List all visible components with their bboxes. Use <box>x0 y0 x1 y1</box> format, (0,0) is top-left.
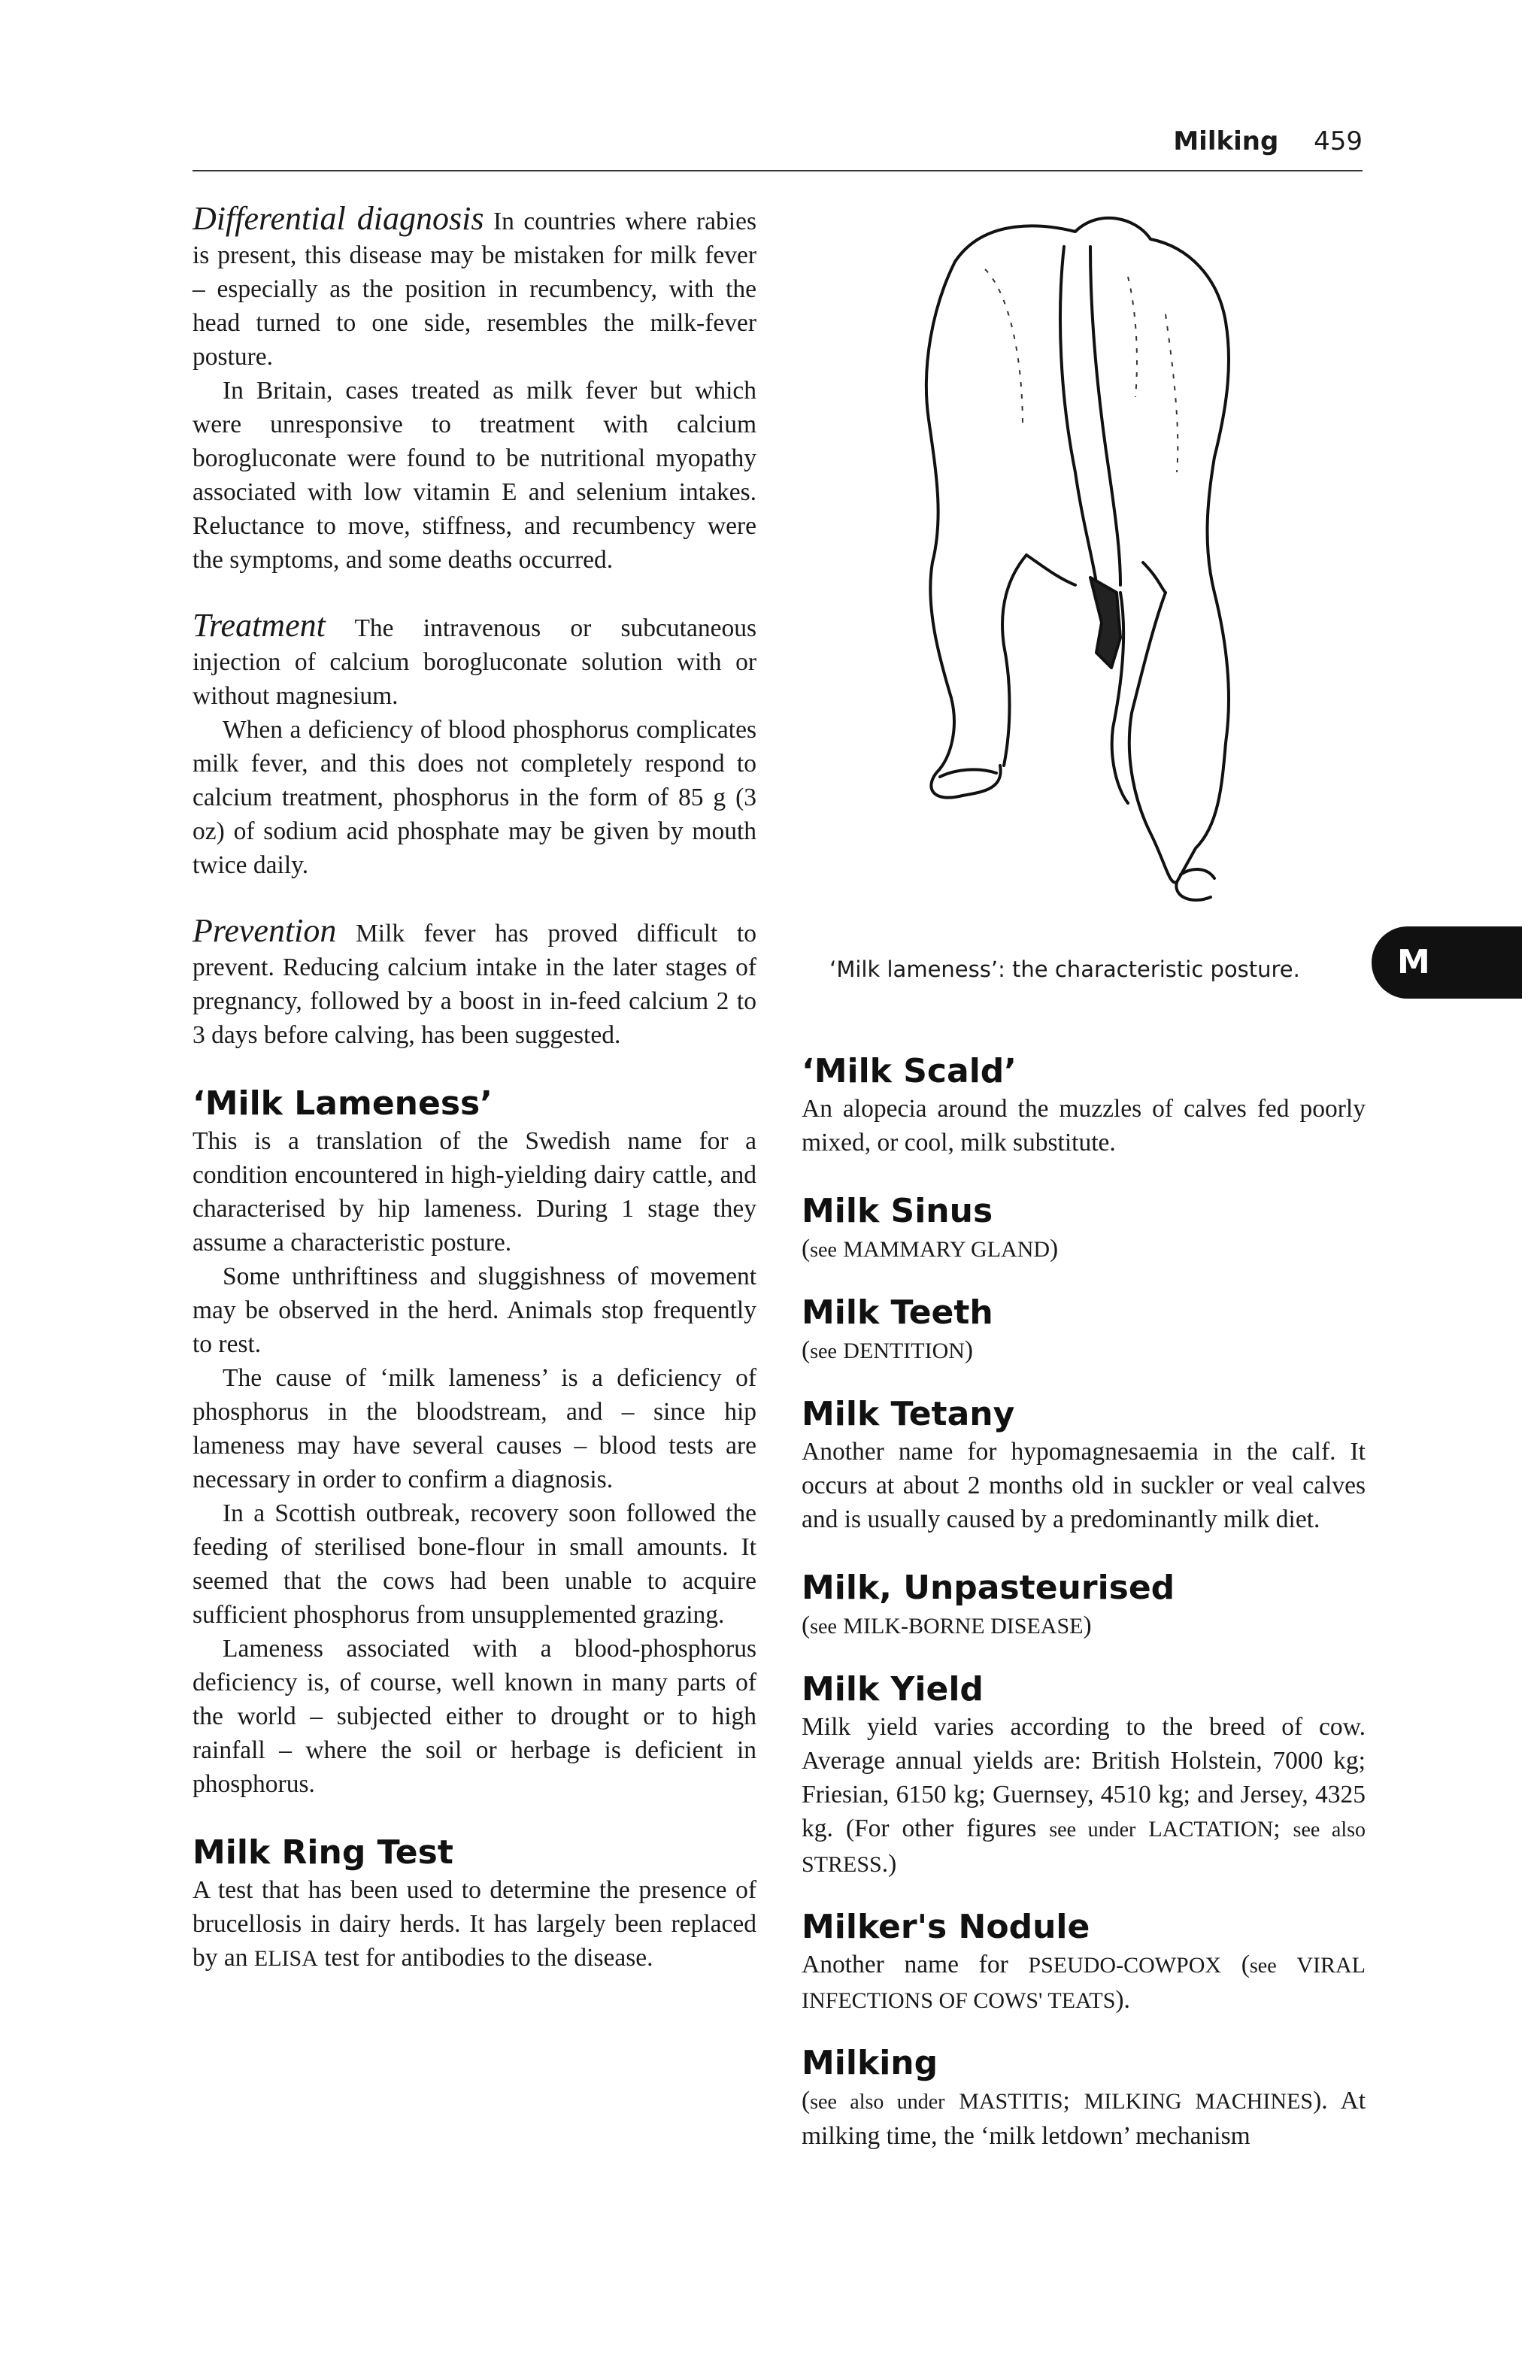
lameness-paragraph-1: This is a translation of the Swedish name for a condition encountered in high-yielding dairy cattle, and characterised by hip lameness. During 1 stage they assume a characteristic posture. <box>192 1127 756 1257</box>
header-section-title: Milking <box>1173 126 1279 156</box>
sinus-ref-line: (see MAMMARY GLAND) <box>802 1235 1059 1263</box>
ring-paragraph <box>192 1873 756 1975</box>
unpasteurised-ref-line: (see MILK-BORNE DISEASE) <box>802 1611 1092 1639</box>
figure-caption: ‘Milk lameness’: the characteristic posture. <box>829 957 1300 982</box>
yield-paragraph: Milk yield varies according to the breed of cow. Average annual yields are: British Holstein, 7000 kg; Friesian, 6150 kg; Guernsey, 4510 kg; and Jersey, 4325 kg. (For other figures see under LACTATION; see also STRESS.) <box>802 1713 1366 1878</box>
prevention-heading: Prevention <box>192 912 337 949</box>
cow-hindquarters-illustration <box>872 202 1293 923</box>
milking-see: see also under <box>810 2090 945 2114</box>
unpast-ref[interactable]: MILK-BORNE DISEASE <box>843 1614 1084 1639</box>
treatment-text: The intravenous or subcutaneous injection of calcium borogluconate solution with or without magnesium. <box>192 614 756 710</box>
running-header <box>192 126 1363 171</box>
nodule-ref-pseudo-cowpox[interactable]: PSEUDO-COWPOX <box>1028 1953 1222 1978</box>
right-column <box>802 1051 1366 2153</box>
teeth-see: see <box>810 1340 837 1363</box>
scald-paragraph: An alopecia around the muzzles of calves fed poorly mixed, or cool, milk substitute. <box>802 1095 1366 1157</box>
letter-thumb-tab: M <box>1372 926 1522 999</box>
milk-unpasteurised-title: Milk, Unpasteurised <box>802 1569 1175 1607</box>
milk-lameness-title: ‘Milk Lameness’ <box>192 1084 493 1123</box>
milk-scald-title: ‘Milk Scald’ <box>802 1052 1017 1090</box>
page-number: 459 <box>1314 126 1363 156</box>
unpast-see: see <box>810 1615 837 1639</box>
milk-ring-test-title: Milk Ring Test <box>192 1833 453 1872</box>
diff-paragraph <box>192 202 756 374</box>
treatment-paragraph-2: When a deficiency of blood phosphorus complicates milk fever, and this does not completely respond to calcium treatment, phosphorus in the form of 85 g (3 oz) of sodium acid phosphate may be given by mouth twice daily. <box>192 716 756 879</box>
teeth-ref[interactable]: DENTITION <box>843 1339 965 1363</box>
lameness-paragraph-2: Some unthriftiness and sluggishness of movement may be observed in the herd. Animals stop frequently to rest. <box>192 1263 756 1358</box>
ring-text-b: test for antibodies to the disease. <box>317 1944 653 1972</box>
diff-text: In countries where rabies is present, this disease may be mistaken for milk fever – especially as the position in recumbency, with the head turned to one side, resembles the milk-fever posture. <box>192 208 756 371</box>
lameness-paragraph-3: The cause of ‘milk lameness’ is a deficiency of phosphorus in the bloodstream, and – since hip lameness may have several causes – blood tests are necessary in order to confirm a diagnosis. <box>192 1364 756 1493</box>
milking-title: Milking <box>802 2044 938 2082</box>
milk-sinus-title: Milk Sinus <box>802 1192 993 1230</box>
sinus-ref[interactable]: MAMMARY GLAND <box>843 1237 1050 1262</box>
prevention-text: Milk fever has proved difficult to prevent. Reducing calcium intake in the later stages of pregnancy, followed by a boost in in-feed calcium 2 to 3 days before calving, has been suggested. <box>192 920 756 1049</box>
milking-ref-machines[interactable]: MILKING MACHINES <box>1084 2089 1314 2114</box>
elisa-ref: ELISA <box>253 1946 318 1971</box>
lameness-paragraph-4: In a Scottish outbreak, recovery soon followed the feeding of sterilised bone-flour in small amounts. It seemed that the cows had been unable to acquire sufficient phosphorus from unsupplemented grazing. <box>192 1499 756 1629</box>
yield-see-also: see also <box>1293 1818 1366 1842</box>
milking-text: At milking time, the ‘milk letdown’ mechanism <box>802 2087 1366 2150</box>
diff-paragraph-2: In Britain, cases treated as milk fever but which were unresponsive to treatment with calcium borogluconate were found to be nutritional myopathy associated with low vitamin E and selenium intakes. Reluctance to move, stiffness, and recumbency were the symptoms, and some deaths occurred. <box>192 377 756 574</box>
milk-tetany-title: Milk Tetany <box>802 1395 1015 1433</box>
lameness-paragraph-5: Lameness associated with a blood-phosphorus deficiency is, of course, well known in many parts of the world – subjected either to drought or to high rainfall – where the soil or herbage is deficient in phosphorus. <box>192 1635 756 1798</box>
milking-paragraph: (see also under MASTITIS; MILKING MACHINES). At milking time, the ‘milk letdown’ mechanism <box>802 2087 1366 2150</box>
prevention-paragraph <box>192 914 756 1052</box>
yield-text: Milk yield varies according to the breed of cow. Average annual yields are: British Holstein, 7000 kg; Friesian, 6150 kg; Guernsey, 4510 kg; and Jersey, 4325 kg. (For other figures <box>802 1713 1366 1842</box>
diff-heading: Differential diagnosis <box>192 200 484 237</box>
milking-ref-mastitis[interactable]: MASTITIS <box>959 2089 1063 2114</box>
tetany-paragraph: Another name for hypomagnesaemia in the calf. It occurs at about 2 months old in suckler or veal calves and is usually caused by a predominantly milk diet. <box>802 1438 1366 1533</box>
milk-yield-title: Milk Yield <box>802 1670 984 1708</box>
nodule-see: see <box>1249 1954 1277 1978</box>
nodule-paragraph: Another name for PSEUDO-COWPOX (see VIRAL INFECTIONS OF COWS' TEATS). <box>802 1951 1366 2014</box>
left-column <box>192 202 756 1975</box>
milkers-nodule-title: Milker's Nodule <box>802 1908 1090 1946</box>
nodule-ref-viral[interactable]: VIRAL INFECTIONS OF COWS' TEATS <box>802 1953 1366 2013</box>
sinus-see: see <box>810 1239 837 1262</box>
yield-ref-lactation[interactable]: LACTATION <box>1148 1817 1274 1842</box>
nodule-text: Another name for <box>802 1951 1029 1978</box>
treatment-heading: Treatment <box>192 607 326 644</box>
ring-text-a: A test that has been used to determine the presence of brucellosis in dairy herds. It has largely been replaced by an <box>192 1876 756 1972</box>
yield-see: see under <box>1049 1818 1136 1842</box>
treatment-paragraph <box>192 608 756 713</box>
teeth-ref-line: (see DENTITION) <box>802 1336 974 1364</box>
yield-ref-stress[interactable]: STRESS <box>802 1852 882 1877</box>
milk-teeth-title: Milk Teeth <box>802 1293 993 1332</box>
